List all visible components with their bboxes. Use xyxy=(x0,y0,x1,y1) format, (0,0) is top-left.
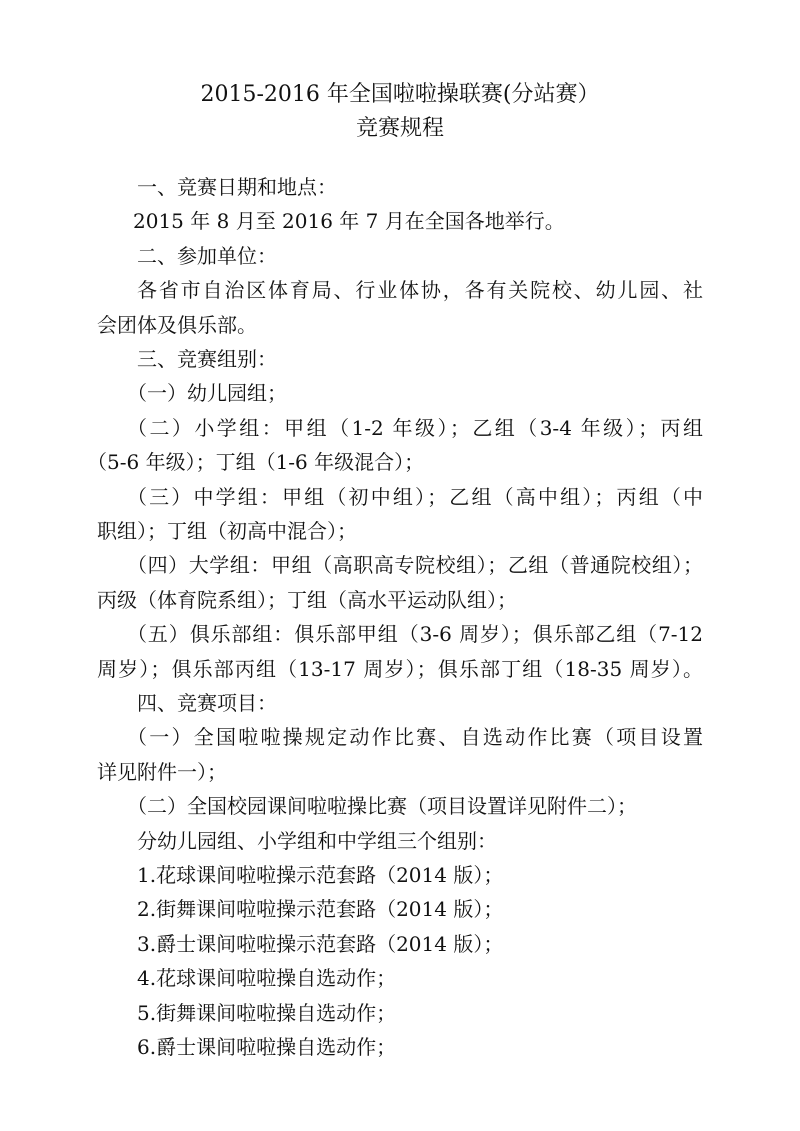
numbered-item: 3.爵士课间啦啦操示范套路（2014 版）； xyxy=(137,931,504,956)
list-item-continuation: （5-6 年级）；丁组（1-6 年级混合）； xyxy=(87,450,425,475)
list-item-continuation: 周岁）；俱乐部丙组（13-17 周岁）；俱乐部丁组（18-35 周岁）。 xyxy=(97,656,703,681)
list-item-continuation: 详见附件一）； xyxy=(97,759,227,784)
numbered-item: 4.花球课间啦啦操自选动作； xyxy=(137,966,397,991)
list-item: （四）大学组：甲组（高职高专院校组）；乙组（普通院校组）； xyxy=(127,553,703,578)
paragraph-line: 2015 年 8 月至 2016 年 7 月在全国各地举行。 xyxy=(133,209,565,234)
title-block xyxy=(0,78,800,146)
document-title: 2015-2016 年全国啦啦操联赛(分站赛） xyxy=(200,82,600,107)
list-item: （五）俱乐部组：俱乐部甲组（3-6 周岁）；俱乐部乙组（7-12 xyxy=(127,622,703,647)
list-item: （一）全国啦啦操规定动作比赛、自选动作比赛（项目设置 xyxy=(127,725,703,750)
section-heading: 二、参加单位： xyxy=(137,243,277,268)
paragraph-line: 各省市自治区体育局、行业体协，各有关院校、幼儿园、社 xyxy=(137,278,703,303)
section-heading: 一、竞赛日期和地点： xyxy=(137,175,337,199)
numbered-item: 1.花球课间啦啦操示范套路（2014 版）； xyxy=(137,863,504,888)
list-item: （三）中学组：甲组（初中组）；乙组（高中组）；丙组（中 xyxy=(127,484,703,509)
list-item: （二）全国校园课间啦啦操比赛（项目设置详见附件二）； xyxy=(127,794,637,819)
list-item: （一）幼儿园组； xyxy=(127,381,287,406)
section-heading: 四、竞赛项目： xyxy=(137,691,277,715)
numbered-item: 5.街舞课间啦啦操自选动作； xyxy=(137,1000,397,1025)
list-item: （二）小学组：甲组（1-2 年级）；乙组（3-4 年级）；丙组 xyxy=(127,415,703,440)
paragraph-line: 分幼儿园组、小学组和中学组三个组别： xyxy=(137,828,497,853)
list-item-continuation: 职组）；丁组（初高中混合）； xyxy=(97,519,357,544)
document-subtitle: 竞赛规程 xyxy=(355,116,444,141)
document-body xyxy=(87,170,703,1064)
numbered-item: 6.爵士课间啦啦操自选动作； xyxy=(137,1035,397,1060)
numbered-item: 2.街舞课间啦啦操示范套路（2014 版）； xyxy=(137,897,504,922)
section-heading: 三、竞赛组别： xyxy=(137,347,277,372)
paragraph-line: 会团体及俱乐部。 xyxy=(97,312,257,337)
list-item-continuation: 丙级（体育院系组）；丁组（高水平运动队组）； xyxy=(97,587,517,612)
